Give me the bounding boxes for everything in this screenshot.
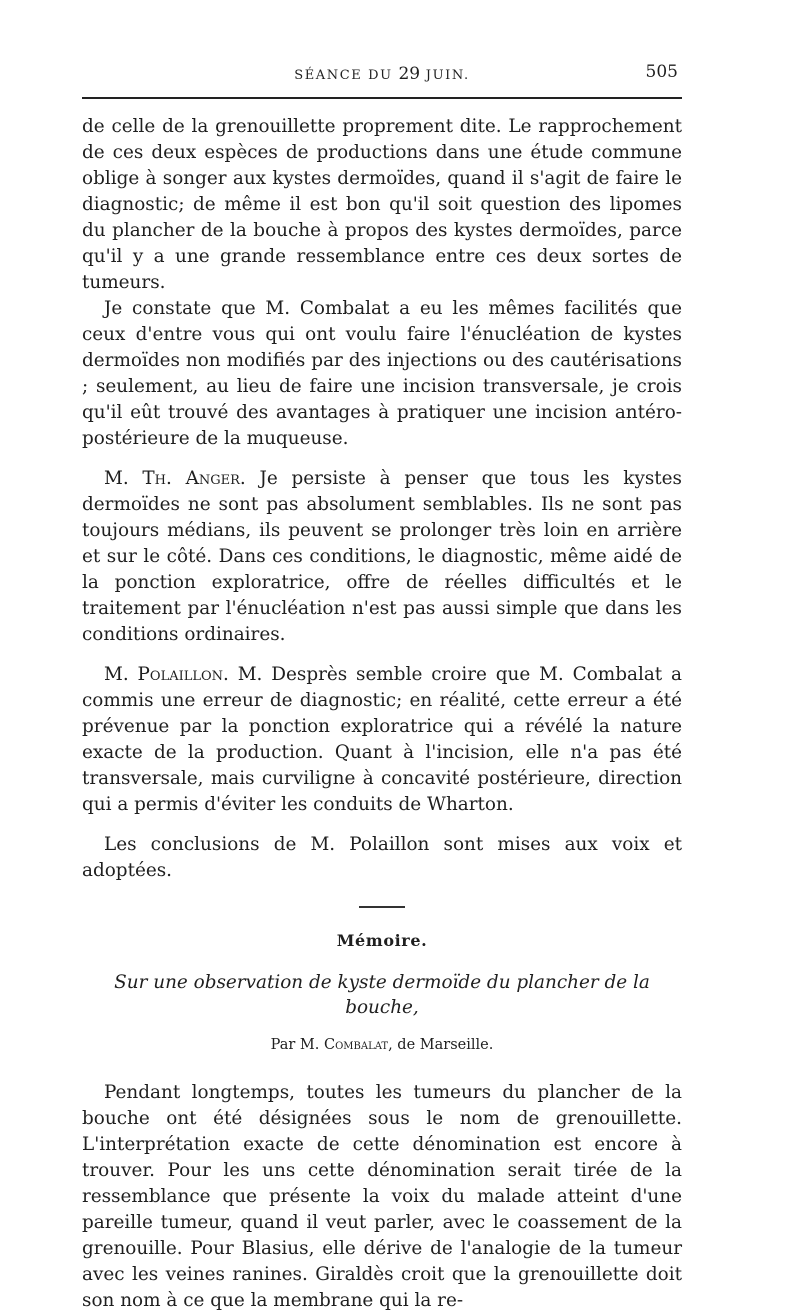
section-heading: Mémoire.: [336, 931, 428, 950]
running-header: [82, 60, 682, 90]
running-title-suffix: JUIN.: [420, 68, 470, 83]
memoir-title: Sur une observation de kyste dermoïde du plancher de la bouche,: [114, 972, 650, 1018]
paragraph-conclusions: Les conclusions de M. Polaillon sont mises aux voix et adoptées.: [82, 834, 682, 881]
byline-author: Combalat: [324, 1037, 389, 1053]
page-number: 505: [645, 62, 678, 82]
byline-suffix: , de Marseille.: [388, 1037, 494, 1053]
speaker-name: Th. Anger.: [142, 468, 246, 489]
running-title-day: 29: [398, 64, 421, 84]
byline-prefix: Par M.: [270, 1037, 324, 1053]
header-rule: [82, 97, 682, 99]
memoir-paragraph: Pendant longtemps, toutes les tumeurs du plancher de la bouche ont été désignées sous le nom de grenouillette. L'interprétation exacte de cette dénomination est encore à trouver. Pour les uns cette dénomination serait tirée de la ressemblance que présente la voix du malade atteint d'une pareille tumeur, quand il veut parler, avec le coassement de la grenouille. Pour Blasius, elle dérive de l'analogie de la tumeur avec les veines ranines. Giraldès croit que la grenouillette doit son nom à ce que la membrane qui la re-: [82, 1082, 682, 1311]
paragraph-polaillon-text: M. Desprès semble croire que M. Combalat a commis une erreur de diagnostic; en réalité, cette erreur a été prévenue par la ponction exploratrice qui a révélé la nature exacte de la production. Quant à l'incision, elle n'a pas été transversale, mais curviligne à concavité postérieure, direction qui a permis d'éviter les conduits de Wharton.: [82, 664, 682, 815]
memoir-byline: [82, 1032, 682, 1058]
paragraph-polaillon: [82, 662, 682, 818]
paragraph-continuation: de celle de la grenouillette proprement dite. Le rapprochement de ces deux espèces de productions dans une étude commune oblige à songer aux kystes dermoïdes, quand il s'agit de faire le diagnostic; de même il est bon qu'il soit question des lipomes du plancher de la bouche à propos des kystes dermoïdes, parce qu'il y a une grande ressemblance entre ces deux sortes de tumeurs.: [82, 116, 682, 293]
paragraph-anger: [82, 466, 682, 648]
speaker-prefix: M.: [104, 664, 138, 685]
paragraph-combalat-remark: Je constate que M. Combalat a eu les mêmes facilités que ceux d'entre vous qui ont voulu faire l'énucléation de kystes dermoïdes non modifiés par des injections ou des cautérisations ; seulement, au lieu de faire une incision transversale, je crois qu'il eût trouvé des avantages à pratiquer une incision antéro-postérieure de la muqueuse.: [82, 298, 682, 449]
page-body: [82, 114, 682, 1314]
speaker-prefix: M.: [104, 468, 143, 489]
section-separator: [359, 906, 405, 908]
paragraph-anger-text: Je persiste à penser que tous les kystes dermoïdes ne sont pas absolument semblables. Ils ne sont pas toujours médians, ils peuvent se prolonger très loin en arrière et sur le côté. Dans ces conditions, le diagnostic, même aidé de la ponction exploratrice, offre de réelles difficultés et le traitement par l'énucléation n'est pas aussi simple que dans les conditions ordinaires.: [82, 468, 682, 645]
running-title: [82, 64, 682, 84]
speaker-name: Polaillon.: [137, 664, 229, 685]
running-title-prefix: SÉANCE DU: [294, 68, 399, 83]
